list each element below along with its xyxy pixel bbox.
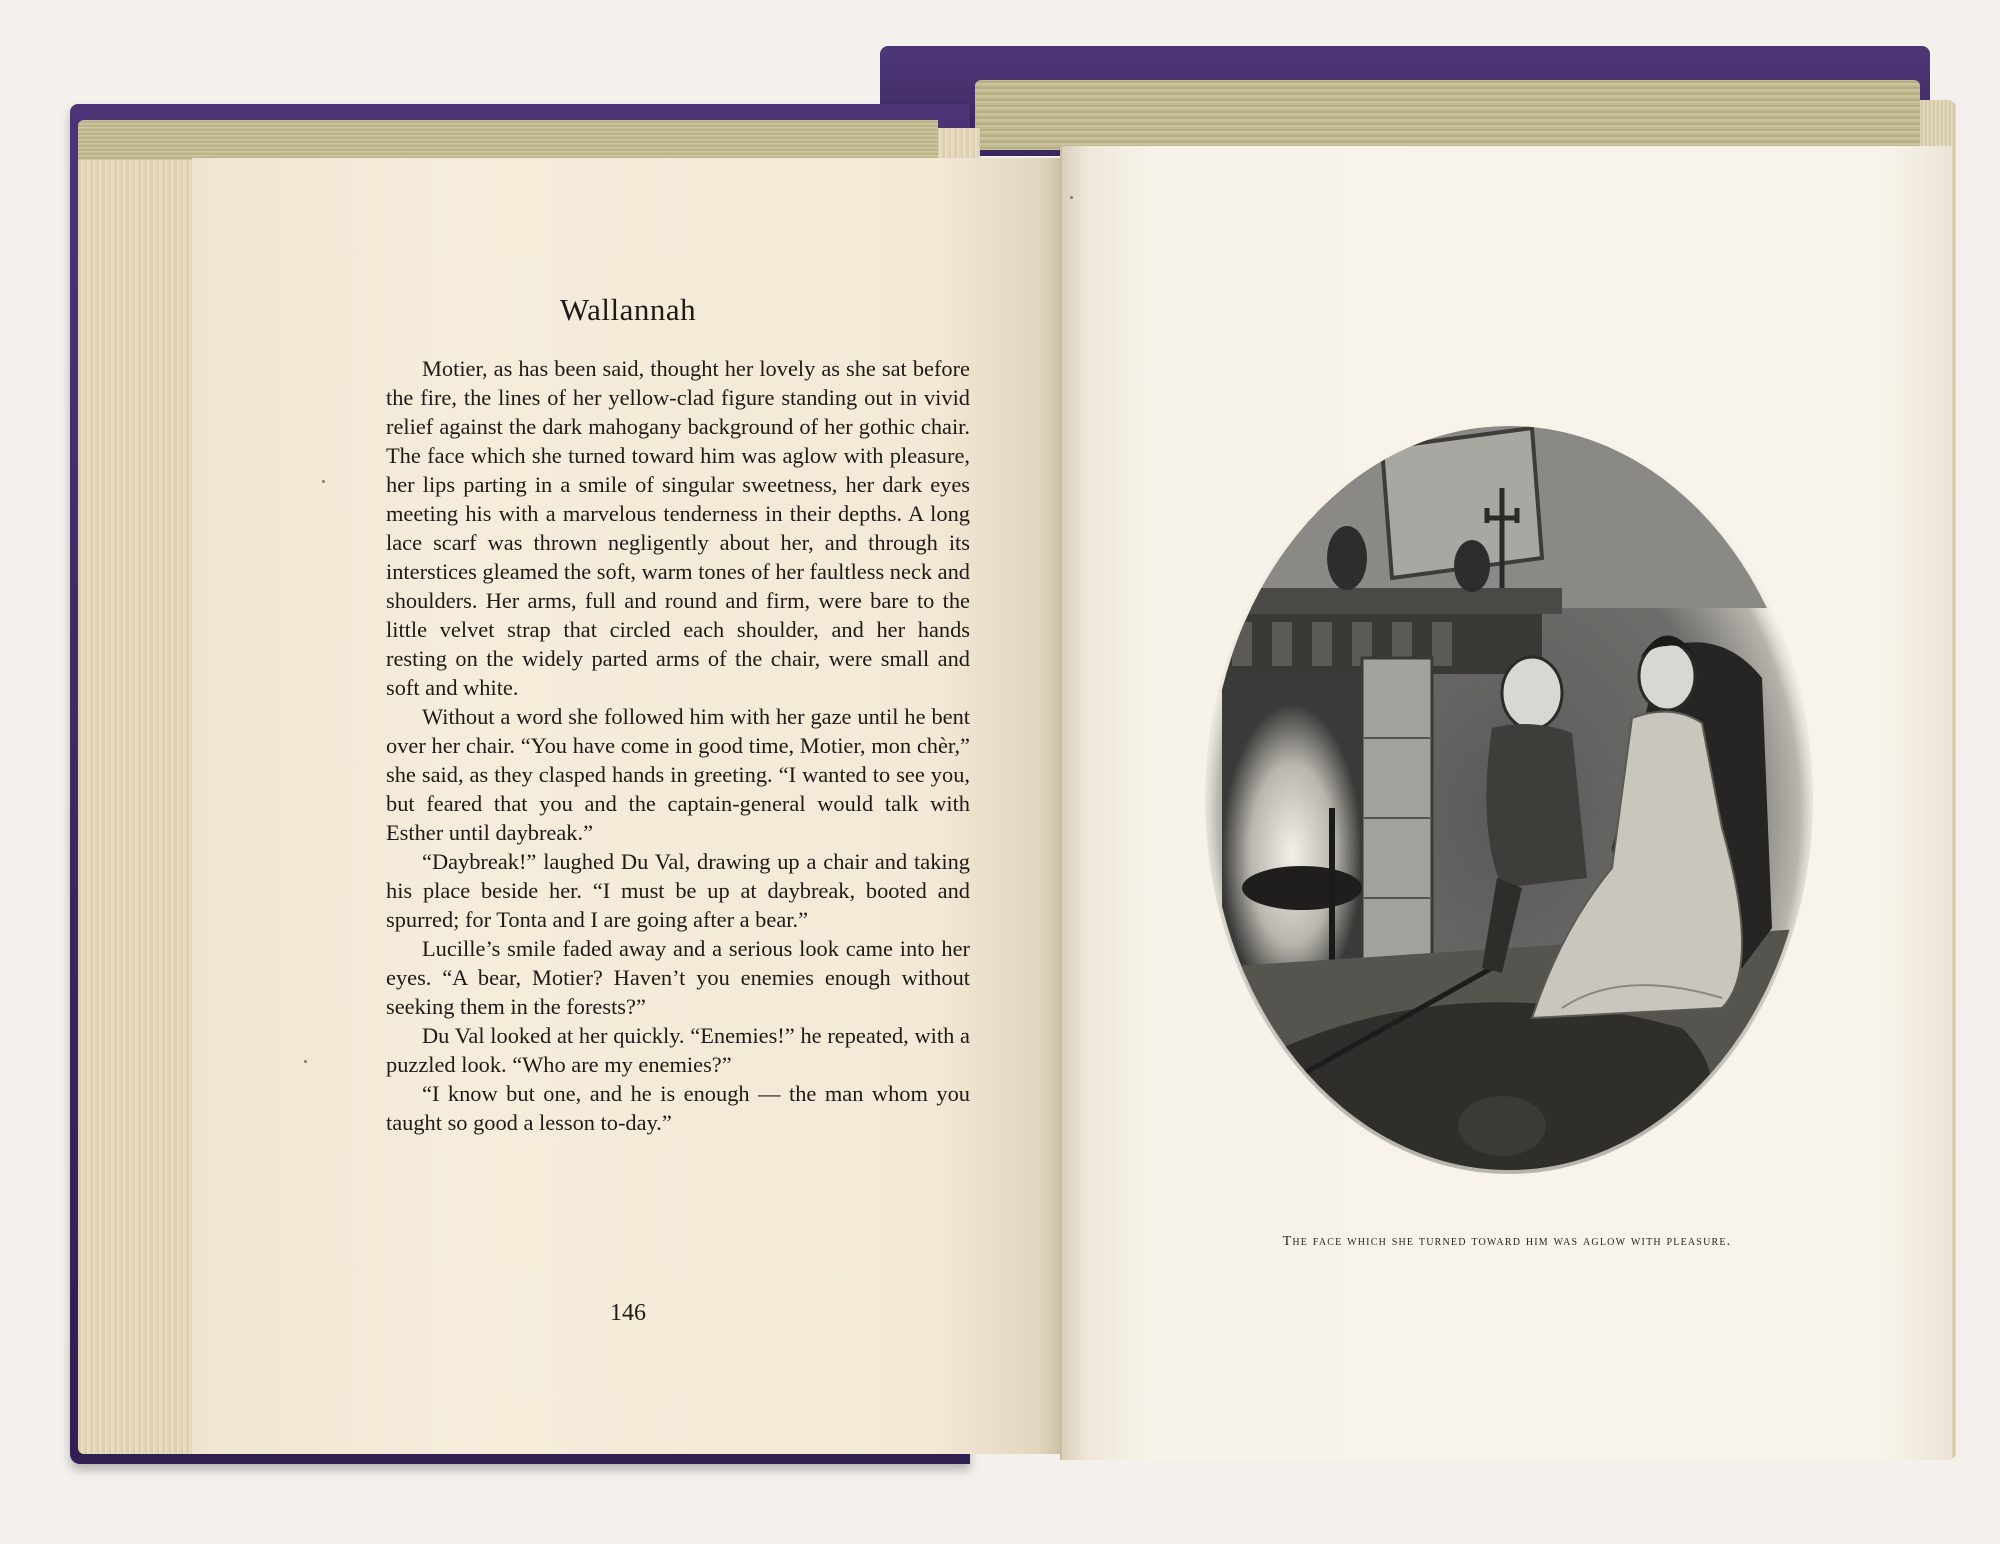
body-text: [386, 354, 970, 1137]
paragraph: Without a word she followed him with her gaze until he bent over her chair. “You have come in good time, Motier, mon chèr,” she said, as they clasped hands in greeting. “I wanted to see you, but feared that you and the captain-general would talk with Esther until daybreak.”: [386, 704, 970, 845]
bear-head: [1458, 1096, 1546, 1156]
man-body: [1486, 724, 1587, 888]
stone-pillar: [1362, 658, 1432, 988]
page-edges-top-right: [975, 80, 1920, 150]
paragraph: Motier, as has been said, thought her lovely as she sat before the fire, the lines of her yellow-clad figure standing out in vivid relief against the dark mahogany background of her gothic chair. The face which she turned toward him was aglow with pleasure, her lips parting in a smile of singular sweetness, her dark eyes meeting his with a marvelous tenderness in their depths. A long lace scarf was thrown negligently about her, and through its interstices gleamed the soft, warm tones of her faultless neck and shoulders. Her arms, full and round and firm, were bare to the little velvet strap that circled each shoulder, and her hands resting on the widely parted arms of the chair, were small and soft and white.: [386, 356, 970, 700]
man-head: [1502, 657, 1562, 729]
woman-head: [1639, 642, 1695, 710]
paragraph: “I know but one, and he is enough — the man whom you taught so good a lesson to-day.”: [386, 1081, 970, 1135]
fireside-illustration: [1202, 408, 1816, 1178]
page-edges-top-left: [78, 120, 938, 160]
fire-log: [1242, 866, 1362, 910]
paragraph: Lucille’s smile faded away and a serious look came into her eyes. “A bear, Motier? Haven’t you enemies enough without seeking them in the forests?”: [386, 936, 970, 1019]
right-page: [1060, 146, 1952, 1460]
page-number: 146: [610, 1300, 646, 1326]
vase: [1327, 526, 1367, 590]
left-page: [192, 158, 1064, 1454]
paragraph: “Daybreak!” laughed Du Val, drawing up a chair and taking his place beside her. “I must be up at daybreak, booted and spurred; for Tonta and I are going after a bear.”: [386, 849, 970, 932]
running-head: Wallannah: [559, 292, 697, 327]
paragraph: Du Val looked at her quickly. “Enemies!” he repeated, with a puzzled look. “Who are my enemies?”: [386, 1023, 970, 1077]
fireplace-opening: [1222, 674, 1362, 974]
vase: [1454, 540, 1490, 592]
illustration-caption: The face which she turned toward him was aglow with pleasure.: [1282, 1234, 1732, 1249]
